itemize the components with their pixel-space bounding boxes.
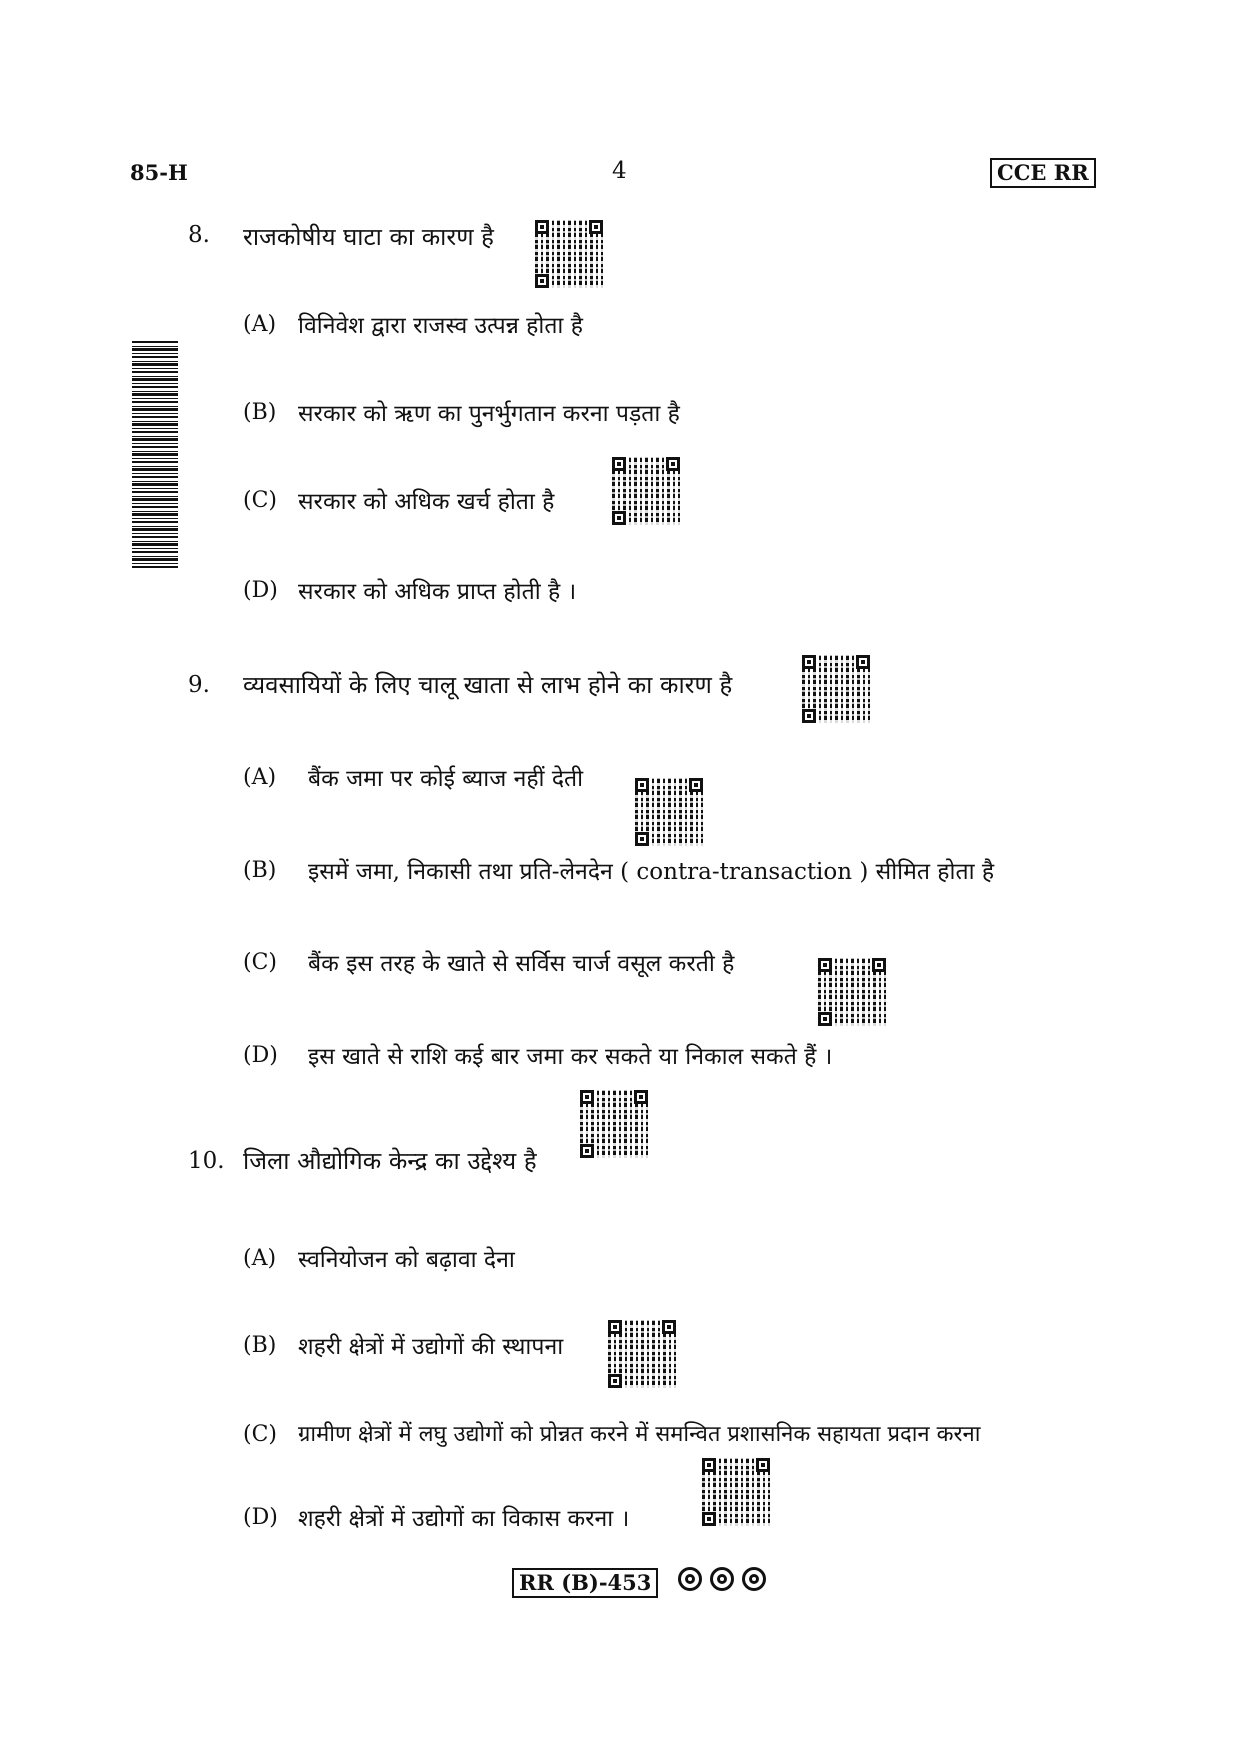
q9-option-d-label: (D) bbox=[243, 1043, 278, 1068]
q10-option-d-label: (D) bbox=[243, 1505, 278, 1530]
q9-option-d-text: इस खाते से राशि कई बार जमा कर सकते या निकाल सकते हैं । bbox=[308, 1044, 833, 1070]
page-number: 4 bbox=[612, 158, 627, 184]
q9-option-b-label: (B) bbox=[243, 858, 277, 883]
question-8-text: राजकोषीय घाटा का कारण है bbox=[243, 223, 494, 251]
q9-option-b-text: इसमें जमा, निकासी तथा प्रति-लेनदेन ( contra-transaction ) सीमित होता है bbox=[308, 859, 995, 885]
q8-option-d-text: सरकार को अधिक प्राप्त होती है । bbox=[298, 579, 577, 605]
registration-target-icon bbox=[678, 1567, 702, 1591]
qr-code-icon bbox=[608, 1320, 676, 1388]
q10-option-a-label: (A) bbox=[243, 1246, 277, 1271]
q8-option-a-text: विनिवेश द्वारा राजस्व उत्पन्न होता है bbox=[298, 313, 583, 339]
q10-option-c-label: (C) bbox=[243, 1422, 277, 1447]
q8-option-d-label: (D) bbox=[243, 578, 278, 603]
q9-option-a-label: (A) bbox=[243, 765, 277, 790]
q10-option-b-label: (B) bbox=[243, 1333, 277, 1358]
paper-code: 85-H bbox=[130, 160, 188, 185]
q9-option-a-text: बैंक जमा पर कोई ब्याज नहीं देती bbox=[308, 766, 584, 792]
q10-option-a-text: स्वनियोजन को बढ़ावा देना bbox=[298, 1247, 515, 1273]
q8-option-b-text: सरकार को ऋण का पुनर्भुगतान करना पड़ता है bbox=[298, 401, 680, 427]
qr-code-icon bbox=[535, 220, 603, 288]
qr-code-icon bbox=[580, 1090, 648, 1158]
q8-option-c-text: सरकार को अधिक खर्च होता है bbox=[298, 489, 555, 515]
barcode-icon bbox=[132, 340, 178, 568]
registration-target-icon bbox=[710, 1567, 734, 1591]
q9-option-c-text: बैंक इस तरह के खाते से सर्विस चार्ज वसूल करती है bbox=[308, 951, 735, 977]
q10-option-c-text: ग्रामीण क्षेत्रों में लघु उद्योगों को प्रोन्नत करने में समन्वित प्रशासनिक सहायता प्रदान करना bbox=[298, 1422, 981, 1447]
q10-option-d-text: शहरी क्षेत्रों में उद्योगों का विकास करना । bbox=[298, 1506, 630, 1532]
q8-option-b-label: (B) bbox=[243, 400, 277, 425]
footer-paper-code: RR (B)-453 bbox=[512, 1568, 658, 1598]
question-10-number: 10. bbox=[188, 1148, 225, 1174]
qr-code-icon bbox=[802, 655, 870, 723]
series-badge: CCE RR bbox=[990, 158, 1096, 188]
qr-code-icon bbox=[818, 958, 886, 1026]
q10-option-b-text: शहरी क्षेत्रों में उद्योगों की स्थापना bbox=[298, 1334, 564, 1360]
registration-target-icon bbox=[742, 1567, 766, 1591]
qr-code-icon bbox=[635, 778, 703, 846]
question-9-text: व्यवसायियों के लिए चालू खाता से लाभ होने का कारण है bbox=[243, 671, 733, 699]
qr-code-icon bbox=[702, 1458, 770, 1526]
q8-option-a-label: (A) bbox=[243, 312, 277, 337]
q9-option-c-label: (C) bbox=[243, 950, 277, 975]
q8-option-c-label: (C) bbox=[243, 488, 277, 513]
question-9-number: 9. bbox=[188, 672, 210, 698]
question-8-number: 8. bbox=[188, 222, 210, 248]
question-10-text: जिला औद्योगिक केन्द्र का उद्देश्य है bbox=[243, 1147, 537, 1175]
qr-code-icon bbox=[612, 457, 680, 525]
